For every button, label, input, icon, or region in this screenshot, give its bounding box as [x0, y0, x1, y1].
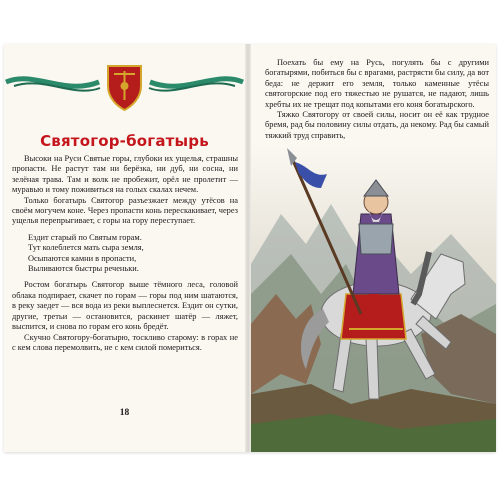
verse-block [28, 233, 238, 275]
paragraph: Только богатырь Святогор разъезжает между утёсов на своём могучем коне. Через пропасти конь перескакивает, через ущелья перепрыгивает, с горы на гору переступает. [12, 195, 238, 226]
ribbon-shield-ornament [4, 52, 245, 112]
left-page [4, 44, 245, 452]
paragraph: Высоки на Руси Святые горы, глубоки их ущелья, страшны пропасти. Не растут там ни берёзка, ни дуб, ни сосна, ни зелёная трава. Там и волк не пробежит, орёл не пролетит — муравью и тому поживиться на голых скалах нечем. [12, 154, 238, 195]
paragraph: Ростом богатырь Святогор выше тёмного леса, головой облака подпирает, скачет по горам — горы под ним шатаются, в реку заедет — вся вода из реки выплеснется. Ездит он сутки, другие, третьи — остановится, раскинет шатёр — ляжет, выспится, и снова по горам его конь бредёт. [12, 280, 238, 332]
paragraph: Поехать бы ему на Русь, погулять бы с другими богатырями, побиться бы с врагами, растрясти бы силу, да вот беда: не держит его земля, только каменные утёсы святогорские под его тяжестью не рушатся, не падают, лишь хребты их не трещат под копытами его коня богатырского. [265, 58, 489, 109]
verse-line: Осыпаются камни в пропасти, [28, 253, 137, 263]
bogatyr-on-horse-illustration [251, 144, 496, 452]
left-body-text [12, 154, 238, 353]
verse-line: Тут колеблется мать сыра земля, [28, 243, 144, 253]
verse-line: Ездит старый по Святым горам. [28, 232, 142, 242]
right-body-text [265, 58, 489, 141]
chapter-title: Святогор-богатырь [40, 132, 209, 150]
verse-line: Выливаются быстры реченьки. [28, 264, 139, 274]
paragraph: Скучно Святогору-богатырю, тоскливо старому: в горах не с кем слова перемолвить, не с кем силой помериться. [12, 332, 238, 352]
shield-emblem-icon [108, 66, 141, 110]
page-number: 18 [119, 408, 130, 418]
right-page [251, 44, 496, 452]
paragraph: Тяжко Святогору от своей силы, носит он её как трудное бремя, рад бы половину силы отдать, да некому. Рад бы самый тяжкий труд справить, [265, 110, 489, 140]
